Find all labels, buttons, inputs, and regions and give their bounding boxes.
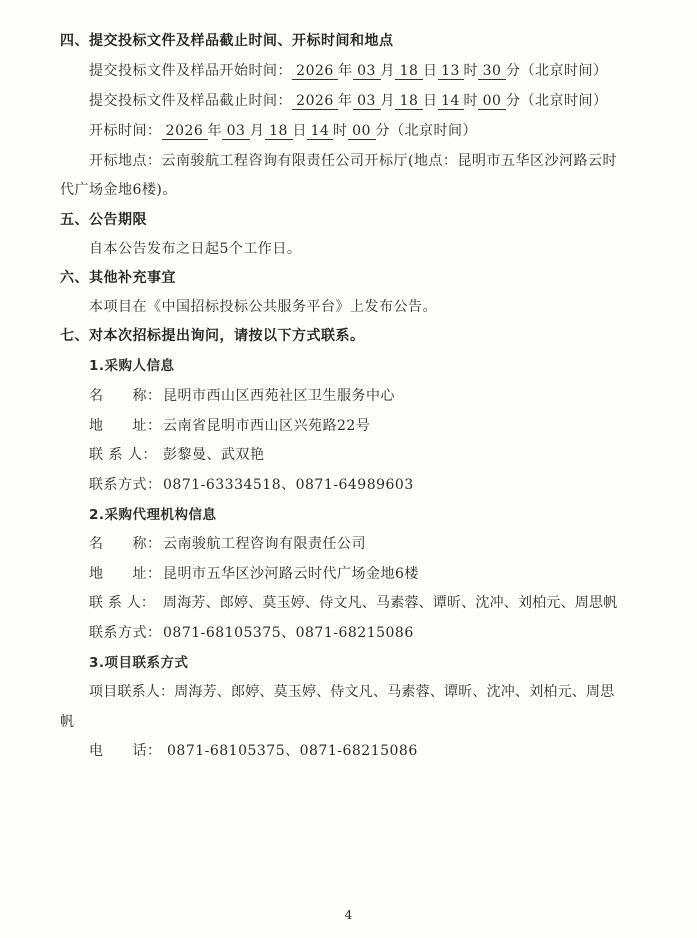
unit-month: 月 — [250, 123, 265, 139]
purchaser-address — [89, 417, 370, 435]
opening-minute: 00 — [348, 123, 376, 140]
bid-start-hour: 13 — [438, 63, 464, 80]
purchaser-phone — [89, 476, 414, 494]
opening-location-line2: 代广场金地6楼)。 — [60, 182, 177, 198]
unit-day: 日 — [292, 123, 307, 139]
notice-period-text: 自本公告发布之日起5个工作日。 — [89, 241, 302, 257]
agency-address-label: 地 址： — [89, 566, 162, 582]
agency-address-value: 昆明市五华区沙河路云时代广场金地6楼 — [163, 566, 419, 582]
agency-name-label: 名 称： — [89, 536, 162, 552]
opening-time — [89, 122, 477, 140]
bid-end-label: 提交投标文件及样品截止时间： — [89, 93, 292, 109]
unit-month: 月 — [380, 93, 395, 109]
bid-start-day: 18 — [395, 63, 423, 80]
opening-month: 03 — [222, 123, 250, 140]
purchaser-contact-label: 联 系 人： — [89, 447, 157, 463]
bid-start-year: 2026 — [292, 63, 338, 80]
page-number: 4 — [344, 908, 353, 922]
bid-start-month: 03 — [353, 63, 381, 80]
bid-end-time — [89, 92, 608, 110]
purchaser-contact — [89, 446, 265, 464]
opening-hour: 14 — [307, 123, 333, 140]
section6-heading: 六、其他补充事宜 — [60, 270, 176, 286]
project-contact-heading: 3.项目联系方式 — [89, 655, 189, 671]
agency-name — [89, 535, 366, 553]
section4-heading: 四、提交投标文件及样品截止时间、开标时间和地点 — [60, 33, 394, 49]
unit-year: 年 — [338, 93, 353, 109]
unit-hour: 时 — [333, 123, 348, 139]
purchaser-name-value: 昆明市西山区西苑社区卫生服务中心 — [163, 388, 395, 404]
project-contact-line1: 项目联系人：周海芳、郎婷、莫玉婷、侍文凡、马素蓉、谭昕、沈冲、刘柏元、周思 — [89, 684, 615, 700]
agency-phone-value: 0871-68105375、0871-68215086 — [163, 625, 414, 641]
purchaser-phone-label: 联系方式： — [89, 477, 162, 493]
purchaser-name — [89, 387, 395, 405]
agency-phone — [89, 624, 414, 642]
section5-heading: 五、公告期限 — [60, 212, 147, 228]
unit-minute: 分（北京时间） — [375, 123, 477, 139]
opening-year: 2026 — [162, 123, 208, 140]
unit-hour: 时 — [463, 93, 478, 109]
bid-end-minute: 00 — [478, 93, 506, 110]
purchaser-address-value: 云南省昆明市西山区兴苑路22号 — [163, 418, 371, 434]
bid-start-time — [89, 62, 608, 80]
agency-name-value: 云南骏航工程咨询有限责任公司 — [163, 536, 366, 552]
purchaser-name-label: 名 称： — [89, 388, 162, 404]
bid-end-day: 18 — [395, 93, 423, 110]
unit-hour: 时 — [463, 63, 478, 79]
project-phone-value: 0871-68105375、0871-68215086 — [167, 743, 418, 759]
unit-year: 年 — [338, 63, 353, 79]
unit-month: 月 — [380, 63, 395, 79]
purchaser-phone-value: 0871-63334518、0871-64989603 — [163, 477, 414, 493]
unit-year: 年 — [207, 123, 222, 139]
bid-start-label: 提交投标文件及样品开始时间： — [89, 63, 292, 79]
agency-contact-value: 周海芳、郎婷、莫玉婷、侍文凡、马素蓉、谭昕、沈冲、刘柏元、周思帆 — [163, 595, 618, 611]
bid-end-month: 03 — [353, 93, 381, 110]
purchaser-address-label: 地 址： — [89, 418, 162, 434]
unit-minute: 分（北京时间） — [506, 63, 608, 79]
project-phone — [89, 742, 418, 760]
purchaser-heading: 1.采购人信息 — [89, 358, 175, 374]
opening-day: 18 — [265, 123, 293, 140]
opening-time-label: 开标时间： — [89, 123, 162, 139]
purchaser-contact-value: 彭黎曼、武双艳 — [163, 447, 265, 463]
unit-minute: 分（北京时间） — [506, 93, 608, 109]
project-phone-label: 电 话： — [89, 743, 162, 759]
agency-address — [89, 565, 419, 583]
agency-contact — [89, 594, 617, 612]
project-contact-line2: 帆 — [60, 714, 75, 730]
unit-day: 日 — [423, 63, 438, 79]
bid-end-hour: 14 — [438, 93, 464, 110]
bid-start-minute: 30 — [478, 63, 506, 80]
agency-contact-label: 联 系 人： — [89, 595, 156, 611]
supplementary-text: 本项目在《中国招标投标公共服务平台》上发布公告。 — [89, 299, 437, 315]
agency-heading: 2.采购代理机构信息 — [89, 507, 217, 523]
unit-day: 日 — [423, 93, 438, 109]
opening-location-line1: 开标地点：云南骏航工程咨询有限责任公司开标厅(地点：昆明市五华区沙河路云时 — [89, 153, 617, 169]
agency-phone-label: 联系方式： — [89, 625, 162, 641]
section7-heading: 七、对本次招标提出询问，请按以下方式联系。 — [60, 328, 365, 344]
bid-end-year: 2026 — [292, 93, 338, 110]
